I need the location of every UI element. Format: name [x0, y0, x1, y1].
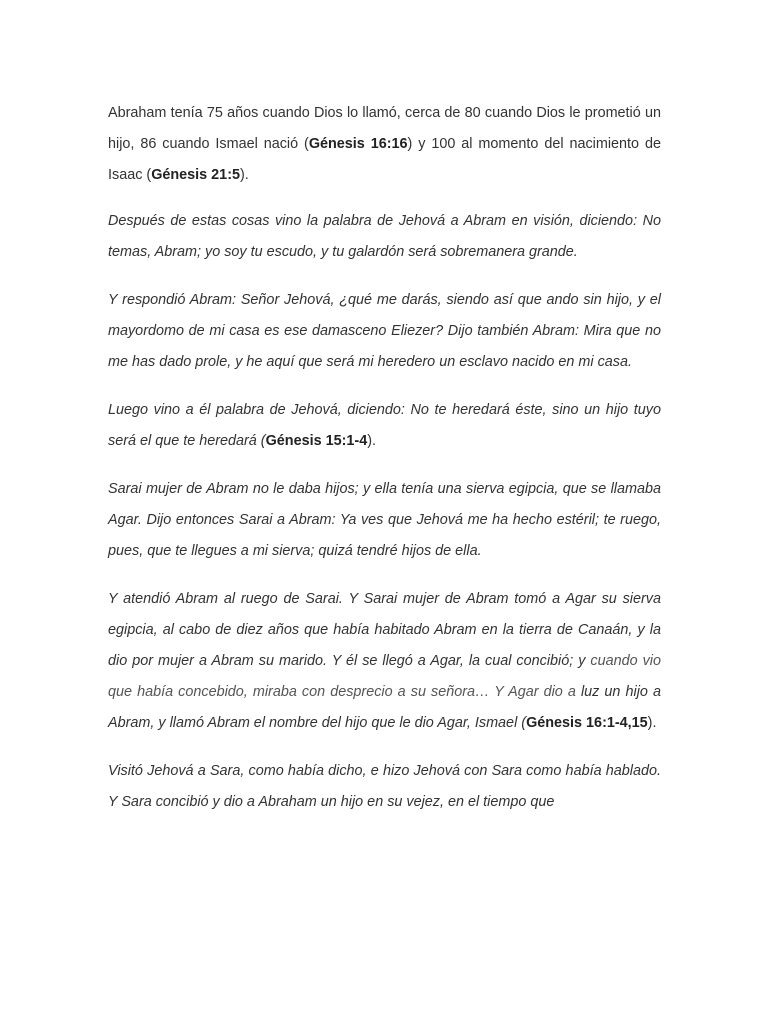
- text-segment: Luego vino a él palabra de Jehová, diciendo: No te heredará éste, sino un hijo tuyo será el que te heredará (: [108, 402, 661, 449]
- text-segment: Visitó Jehová a Sara, como había dicho, e hizo Jehová con Sara como había hablado. Y Sara concibió y dio a Abraham un hijo en su vejez, en el tiempo que: [108, 763, 661, 810]
- text-segment: ).: [647, 715, 657, 731]
- text-segment: Abraham tenía 75 años cuando Dios lo llamó, cerca de 80 cuando Dios le prometió un hijo, 86 cuando Ismael nació (: [108, 105, 661, 152]
- paragraph-6: [108, 584, 661, 739]
- text-segment: cuando vio que había concebido, miraba con desprecio a su señora… Y Agar dio a: [108, 653, 661, 700]
- text-segment: ) y 100 al momento del nacimiento de Isaac (: [108, 136, 661, 183]
- paragraph-7: [108, 756, 661, 818]
- scripture-reference: Génesis 16:16: [308, 136, 408, 152]
- scripture-reference: Génesis 15:1-4: [265, 433, 368, 449]
- text-segment: Y respondió Abram: Señor Jehová, ¿qué me darás, siendo así que ando sin hijo, y el mayordomo de mi casa es ese damasceno Eliezer? Dijo también Abram: Mira que no me has dado prole, y he aquí que será mi heredero un esclavo nacido en mi casa.: [108, 292, 661, 370]
- scripture-reference: Génesis 16:1-4,15: [526, 715, 648, 731]
- paragraph-5: [108, 474, 661, 567]
- text-segment: ).: [239, 167, 249, 183]
- text-segment: Después de estas cosas vino la palabra de Jehová a Abram en visión, diciendo: No temas, Abram; yo soy tu escudo, y tu galardón será sobremanera grande.: [108, 213, 661, 260]
- document-page: [108, 98, 661, 835]
- paragraph-2: [108, 206, 661, 268]
- paragraph-4: [108, 395, 661, 457]
- text-segment: Sarai mujer de Abram no le daba hijos; y ella tenía una sierva egipcia, que se llamaba Agar. Dijo entonces Sarai a Abram: Ya ves que Jehová me ha hecho estéril; te ruego, pues, que te llegues a mi sierva; quizá tendré hijos de ella.: [108, 481, 661, 559]
- text-segment: Y atendió Abram al ruego de Sarai. Y Sarai mujer de Abram tomó a Agar su sierva egipcia, al cabo de diez años que había habitado Abram en la tierra de Canaán, y la dio por mujer a Abram su marido. Y él se llegó a Agar, la cual concibió; y: [108, 591, 661, 669]
- paragraph-3: [108, 285, 661, 378]
- paragraph-1: [108, 98, 661, 191]
- text-segment: ).: [367, 433, 376, 449]
- scripture-reference: Génesis 21:5: [151, 167, 240, 183]
- text-segment: luz un hijo a Abram, y llamó Abram el nombre del hijo que le dio Agar, Ismael (: [108, 684, 661, 731]
